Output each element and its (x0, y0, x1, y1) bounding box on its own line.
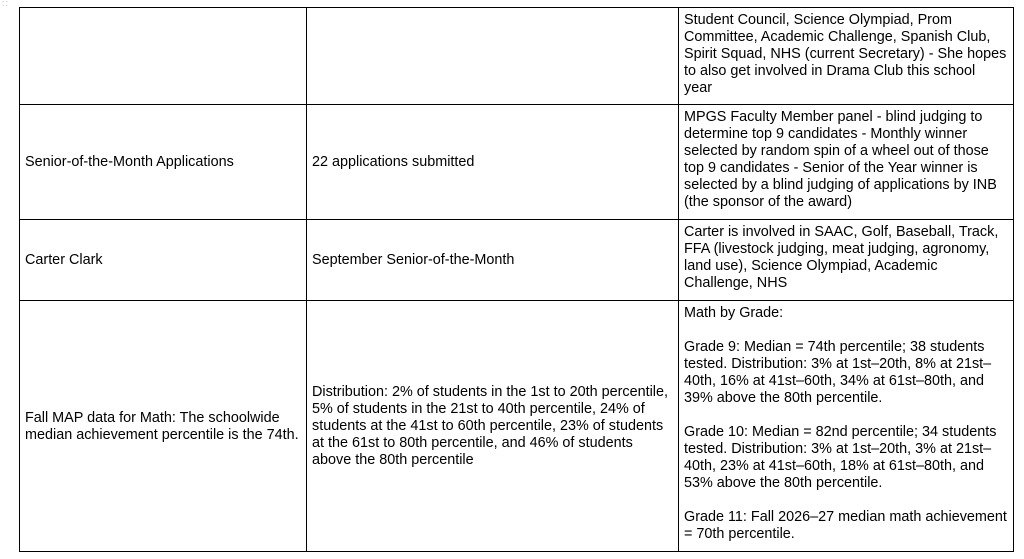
drag-handle-icon[interactable]: :: (2, 0, 10, 8)
table-cell-topic (20, 8, 307, 105)
table-cell-notes: MPGS Faculty Member panel - blind judging to determine top 9 candidates - Monthly winner selected by random spin of a wheel out of those top 9 candidates - Senior of the Year winner is selected by a blind judging of applications by INB (the sponsor of the award) (679, 105, 1014, 220)
table-cell-detail: September Senior-of-the-Month (307, 220, 679, 301)
table-cell-detail: 22 applications submitted (307, 105, 679, 220)
math-by-grade-heading: Math by Grade: (684, 305, 784, 321)
table-row (20, 105, 1014, 220)
table-cell-notes: Student Council, Science Olympiad, Prom Committee, Academic Challenge, Spanish Club, Spirit Squad, NHS (current Secretary) - She hopes to also get involved in Drama Club this school year (679, 8, 1014, 105)
grade-9-summary: Grade 9: Median = 74th percentile; 38 students tested. Distribution: 3% at 1st–20th, 8% at 21st–40th, 16% at 41st–60th, 34% at 61st–80th, and 39% above the 80th percentile. (684, 339, 992, 406)
table-row (20, 301, 1014, 552)
table-cell-detail: Distribution: 2% of students in the 1st to 20th percentile, 5% of students in the 21st to 40th percentile, 24% of students at the 41st to 60th percentile, 23% of students at the 61st to 80th percentile, and 46% of students above the 80th percentile (307, 301, 679, 552)
grade-11-summary: Grade 11: Fall 2026–27 median math achievement = 70th percentile. (684, 509, 1007, 542)
table-cell-notes (679, 301, 1014, 552)
grade-10-summary: Grade 10: Median = 82nd percentile; 34 students tested. Distribution: 3% at 1st–20th, 3% at 21st–40th, 23% at 41st–60th, 18% at 61st–80th, and 53% above the 80th percentile. (684, 424, 997, 491)
table-cell-detail (307, 8, 679, 105)
table-row (20, 220, 1014, 301)
table-cell-topic: Fall MAP data for Math: The schoolwide median achievement percentile is the 74th. (20, 301, 307, 552)
table-cell-topic: Senior-of-the-Month Applications (20, 105, 307, 220)
table-cell-topic: Carter Clark (20, 220, 307, 301)
table-row (20, 8, 1014, 105)
data-table (19, 7, 1014, 552)
table-cell-notes: Carter is involved in SAAC, Golf, Baseball, Track, FFA (livestock judging, meat judging, agronomy, land use), Science Olympiad, Academic Challenge, NHS (679, 220, 1014, 301)
